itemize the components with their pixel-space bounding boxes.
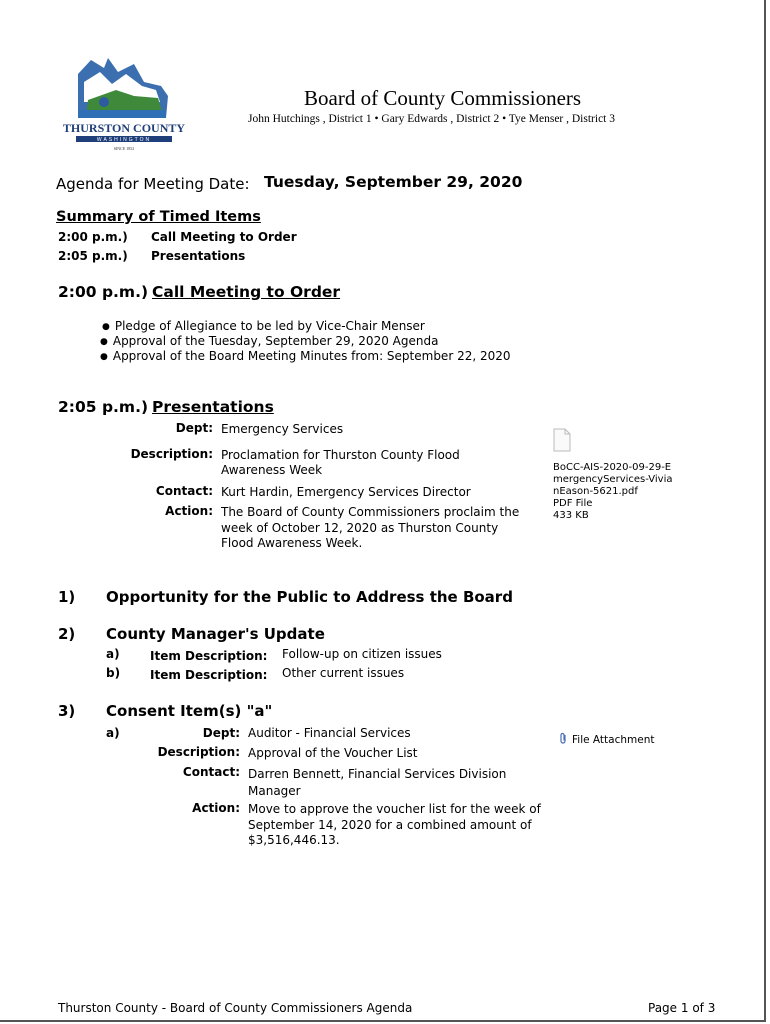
section-title-presentations: Presentations — [152, 398, 274, 416]
section-time-presentations: 2:05 p.m.) — [58, 398, 149, 416]
summary-time-1: 2:00 p.m.) — [58, 230, 128, 244]
file-attachment-link[interactable] — [559, 732, 654, 746]
pdf-attachment-size: 433 KB — [553, 510, 589, 521]
logo-county-text: THURSTON COUNTY — [62, 121, 186, 135]
summary-title-1: Call Meeting to Order — [151, 230, 297, 244]
item-3-number: 3) — [58, 702, 76, 720]
consent-description-label: Description: — [157, 745, 240, 759]
pdf-file-icon — [553, 428, 571, 452]
item-2-number: 2) — [58, 625, 76, 643]
item-2a-letter: a) — [106, 647, 120, 661]
county-logo — [56, 52, 191, 160]
item-3-title: Consent Item(s) "a" — [106, 702, 273, 720]
call-bullet-1-text: Pledge of Allegiance to be led by Vice-Chair Menser — [114, 319, 425, 333]
consent-contact-value: Darren Bennett, Financial Services Division Manager — [248, 767, 507, 798]
paperclip-icon — [559, 732, 568, 744]
summary-time-2: 2:05 p.m.) — [58, 249, 128, 263]
section-time-call-to-order: 2:00 p.m.) — [58, 283, 149, 301]
pdf-attachment-type: PDF File — [553, 498, 593, 509]
pres-action-value: The Board of County Commissioners proclaim the week of October 12, 2020 as Thurston County Flood Awareness Week. — [221, 505, 520, 550]
call-bullet-2-text: Approval of the Tuesday, September 29, 2020 Agenda — [112, 334, 439, 348]
pdf-attachment-filename: BoCC-AIS-2020-09-29-EmergencyServices-VivianEason-5621.pdf — [553, 462, 673, 497]
county-seal-icon — [56, 52, 191, 160]
consent-dept-label: Dept: — [202, 726, 240, 740]
item-2-title: County Manager's Update — [106, 625, 325, 643]
consent-dept-value: Auditor - Financial Services — [248, 726, 411, 740]
page-title: Board of County Commissioners — [304, 86, 582, 110]
item-2b-value: Other current issues — [282, 666, 405, 680]
section-title-call-to-order: Call Meeting to Order — [152, 283, 341, 301]
summary-heading: Summary of Timed Items — [56, 209, 261, 225]
consent-action-label: Action: — [192, 801, 240, 815]
item-2b-label: Item Description: — [150, 668, 268, 682]
call-bullet-1 — [102, 319, 425, 333]
pres-action-label: Action: — [165, 504, 213, 518]
consent-action-value: Move to approve the voucher list for the week of September 14, 2020 for a combined amount of $3,516,446.13. — [248, 802, 541, 847]
summary-title-2: Presentations — [151, 249, 246, 263]
call-bullet-3 — [100, 349, 511, 363]
pres-dept-label: Dept: — [175, 421, 213, 435]
footer-page-number: Page 1 of 3 — [648, 1001, 716, 1015]
pdf-attachment[interactable] — [553, 428, 683, 522]
pres-description-value: Proclamation for Thurston County Flood Awareness Week — [221, 448, 460, 477]
consent-description-value: Approval of the Voucher List — [248, 746, 418, 760]
consent-contact-label: Contact: — [182, 765, 240, 779]
file-attachment-label: File Attachment — [572, 734, 655, 746]
item-2a-label: Item Description: — [150, 649, 268, 663]
item-3a-letter: a) — [106, 726, 120, 740]
footer-title: Thurston County - Board of County Commissioners Agenda — [58, 1001, 413, 1015]
item-1-number: 1) — [58, 588, 76, 606]
pres-dept-value: Emergency Services — [221, 422, 344, 436]
pres-description-label: Description: — [130, 447, 213, 461]
commissioners-line: John Hutchings , District 1 • Gary Edwards , District 2 • Tye Menser , District 3 — [248, 113, 615, 125]
pres-contact-value: Kurt Hardin, Emergency Services Director — [221, 485, 471, 499]
call-bullet-3-text: Approval of the Board Meeting Minutes from: September 22, 2020 — [112, 349, 511, 363]
item-2b-letter: b) — [106, 666, 121, 680]
pres-contact-label: Contact: — [155, 484, 213, 498]
call-bullet-2 — [100, 334, 438, 348]
logo-state-text: WASHINGTON — [96, 137, 152, 143]
meeting-date-label: Agenda for Meeting Date: — [56, 175, 250, 193]
logo-since-text: SINCE 1852 — [113, 146, 135, 151]
item-2a-value: Follow-up on citizen issues — [282, 647, 442, 661]
item-1-title: Opportunity for the Public to Address the Board — [106, 588, 513, 606]
meeting-date-value: Tuesday, September 29, 2020 — [264, 173, 523, 191]
